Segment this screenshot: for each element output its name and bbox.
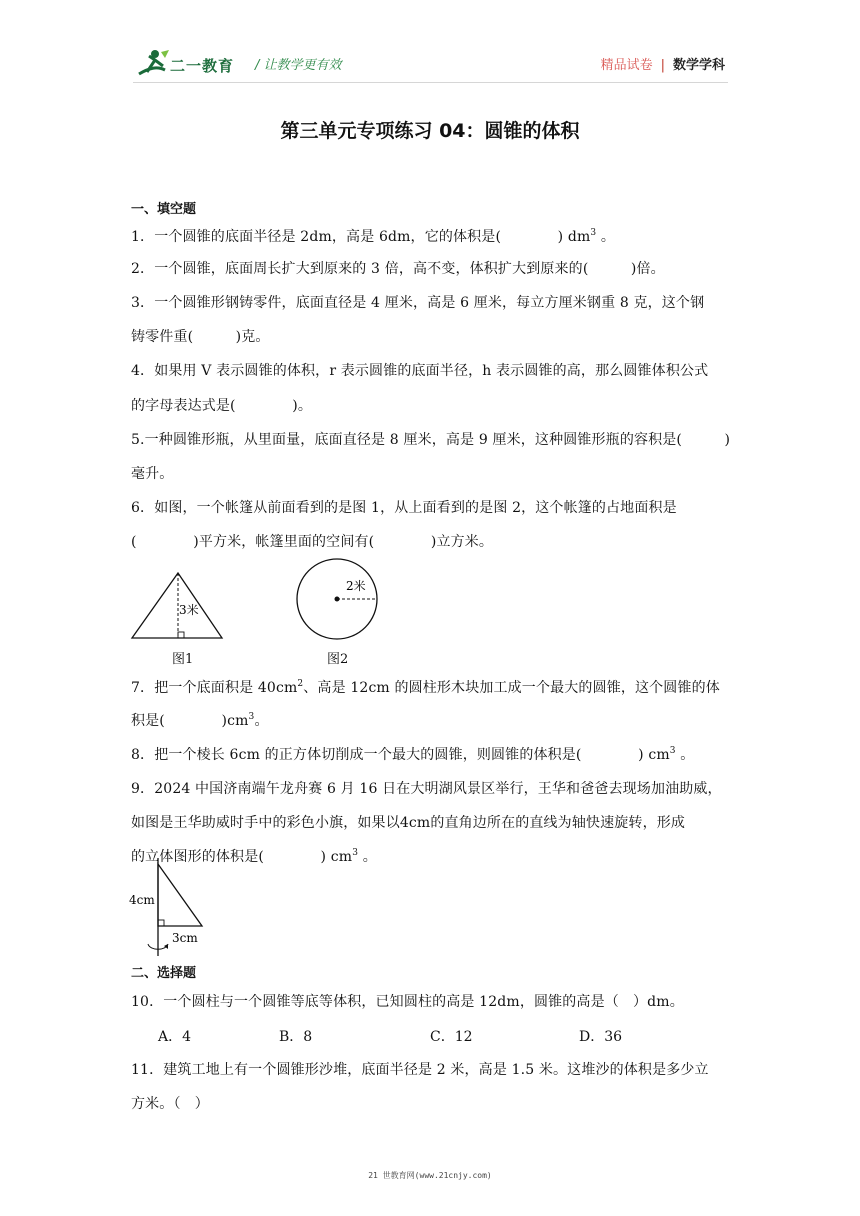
- option-a[interactable]: A．4: [158, 1029, 192, 1045]
- section-fill-blank: 一、填空题: [131, 202, 197, 217]
- tag-left: 精品试卷: [600, 58, 653, 73]
- question-11-line-2: 方米。（ ）: [131, 1096, 209, 1112]
- figure-3-flag-triangle: [128, 858, 214, 958]
- page-title: 第三单元专项练习 04：圆锥的体积: [280, 120, 580, 142]
- question-4-line-2: 的字母表达式是( )。: [131, 398, 313, 414]
- question-2: 2．一个圆锥，底面周长扩大到原来的 3 倍，高不变，体积扩大到原来的( )倍。: [131, 261, 665, 277]
- question-7-line-1: 7．把一个底面积是 $40cm^2$、高是 12cm 的圆柱形木块加工成一个最大的圆锥，这个圆锥的体: [131, 679, 720, 696]
- figure-1-caption: 图1: [172, 652, 194, 667]
- question-4-line-1: 4．如果用 V 表示圆锥的体积，r 表示圆锥的底面半径，h 表示圆锥的高，那么圆锥体积公式: [131, 363, 709, 379]
- slogan: / 让教学更有效: [255, 58, 342, 73]
- question-10: 10．一个圆柱与一个圆锥等底等体积，已知圆柱的高是 12dm，圆锥的高是（ ）dm。: [131, 994, 684, 1010]
- figure-2-circle: [294, 556, 380, 642]
- question-6-line-1: 6．如图，一个帐篷从前面看到的是图 1，从上面看到的是图 2，这个帐篷的占地面积是: [131, 500, 677, 516]
- page-header: [0, 0, 860, 90]
- header-divider: [133, 82, 728, 83]
- question-9-line-3: 的立体图形的体积是( ) $cm^3$ 。: [131, 848, 377, 865]
- figure-1-triangle: [128, 570, 228, 642]
- question-1: 1．一个圆锥的底面半径是 2dm，高是 6dm，它的体积是( ) $dm^3$ 。: [131, 228, 616, 245]
- question-9-line-2: 如图是王华助威时手中的彩色小旗，如果以4cm的直角边所在的直线为轴快速旋转，形成: [131, 815, 686, 831]
- question-3-line-2: 铸零件重( )克。: [131, 329, 270, 345]
- option-b[interactable]: B．8: [279, 1029, 313, 1045]
- question-3-line-1: 3．一个圆锥形钢铸零件，底面直径是 4 厘米，高是 6 厘米，每立方厘米钢重 8 克，这个钢: [131, 295, 705, 311]
- figure-3-horizontal-label: 3cm: [172, 931, 198, 945]
- figure-2-radius-label: 2米: [346, 579, 366, 593]
- question-6-line-2: ( )平方米，帐篷里面的空间有( )立方米。: [131, 534, 494, 550]
- option-c[interactable]: C．12: [430, 1029, 473, 1045]
- section-multiple-choice: 二、选择题: [131, 966, 197, 981]
- question-7-line-2: 积是( )$cm^3$。: [131, 712, 269, 729]
- question-5-line-2: 毫升。: [131, 466, 174, 482]
- logo-text: 二一教育: [170, 57, 235, 75]
- figure-2-caption: 图2: [327, 652, 349, 667]
- header-tags: [601, 54, 725, 73]
- page-footer: 21 世教育网(www.21cnjy.com): [368, 1171, 492, 1180]
- question-8: 8．把一个棱长 6cm 的正方体切削成一个最大的圆锥，则圆锥的体积是( ) $cm^3$ 。: [131, 746, 695, 763]
- question-11-line-1: 11．建筑工地上有一个圆锥形沙堆，底面半径是 2 米，高是 1.5 米。这堆沙的体积是多少立: [131, 1062, 709, 1078]
- tag-separator: |: [660, 58, 665, 73]
- question-9-line-1: 9．2024 中国济南端午龙舟赛 6 月 16 日在大明湖风景区举行，王华和爸爸去现场加油助威，: [131, 781, 722, 797]
- option-d[interactable]: D．36: [579, 1029, 623, 1045]
- question-5-line-1: 5.一种圆锥形瓶，从里面量，底面直径是 8 厘米，高是 9 厘米，这种圆锥形瓶的容积是( ): [131, 432, 731, 448]
- tag-right: 数学学科: [672, 58, 725, 73]
- figure-3-vertical-label: 4cm: [129, 893, 155, 907]
- figure-1-height-label: 3米: [179, 603, 199, 617]
